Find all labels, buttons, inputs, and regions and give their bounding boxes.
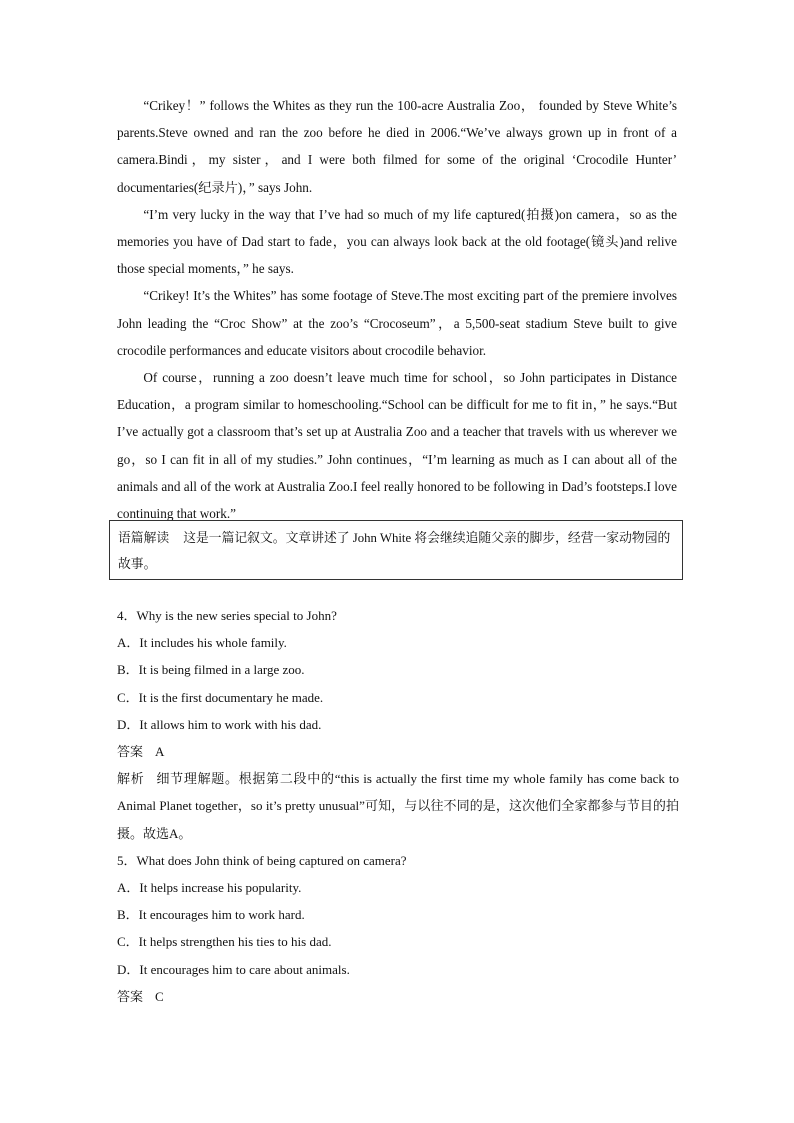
analysis-label: 解析	[117, 771, 145, 787]
question-4-option-c: C．It is the first documentary he made.	[117, 689, 324, 705]
analysis-text: 细节理解题。根据第二段中的“this is actually the first time my whole family has come back to Animal Planet together，so it’s pretty unusual”可知，与以往不同的是，这次他们全家都参与节目的拍摄。故选A。	[117, 771, 679, 841]
question-5-option-b: B．It encourages him to work hard.	[117, 907, 305, 923]
question-4-analysis	[117, 765, 679, 847]
question-5-option-a: A．It helps increase his popularity.	[117, 880, 302, 896]
question-4-answer	[117, 738, 679, 765]
question-4-stem: 4．Why is the new series special to John?	[117, 608, 337, 623]
question-4-option-d: D．It allows him to work with his dad.	[117, 716, 322, 732]
answer-value: A	[155, 744, 165, 760]
summary-label: 语篇解读	[118, 531, 170, 545]
passage-paragraph-3: “Crikey! It’s the Whites” has some footage of Steve.The most exciting part of the premiere involves John leading the “Croc Show” at the zoo’s “Crocoseum”，a 5,500-seat stadium Steve built to give crocodile performances and educate visitors about crocodile behavior.	[117, 288, 677, 358]
question-5-option-c: C．It helps strengthen his ties to his dad.	[117, 934, 332, 950]
question-5-option-d: D．It encourages him to care about animals.	[117, 961, 350, 977]
passage-paragraph-1: “Crikey！” follows the Whites as they run the 100-acre Australia Zoo， founded by Steve White’s parents.Steve owned and ran the zoo before he died in 2006.“We’ve always grown up in front of a camera.Bindi，my sister，and I were both filmed for some of the original ‘Crocodile Hunter’ documentaries(纪录片)，” says John.	[117, 98, 677, 195]
answer-label: 答案	[117, 744, 144, 760]
question-5-answer	[117, 983, 679, 1010]
passage	[117, 92, 677, 527]
question-5-stem: 5．What does John think of being captured on camera?	[117, 852, 407, 868]
questions-section	[117, 602, 679, 1010]
question-4-option-b: B．It is being filmed in a large zoo.	[117, 662, 305, 678]
summary-text: 这是一篇记叙文。文章讲述了 John White 将会继续追随父亲的脚步，经营一家动物园的故事。	[118, 531, 671, 571]
summary-box	[109, 520, 683, 580]
passage-paragraph-2: “I’m very lucky in the way that I’ve had so much of my life captured(拍摄)on camera，so as the memories you have of Dad start to fade，you can always look back at the old footage(镜头)and relive those special moments，” he says.	[117, 206, 677, 277]
passage-paragraph-4: Of course，running a zoo doesn’t leave much time for school，so John participates in Distance Education，a program similar to homeschooling.“School can be difficult for me to fit in，” he says.“But I’ve actually got a classroom that’s set up at Australia Zoo and a teacher that travels with us wherever we go，so I can fit in all of my studies.” John continues，“I’m learning as much as I can about all of the animals and all of the work at Australia Zoo.I feel really honored to be following in Dad’s footsteps.I love continuing that work.”	[117, 370, 677, 522]
answer-label: 答案	[117, 988, 144, 1004]
question-4-option-a: A．It includes his whole family.	[117, 635, 287, 651]
answer-value: C	[155, 988, 164, 1004]
